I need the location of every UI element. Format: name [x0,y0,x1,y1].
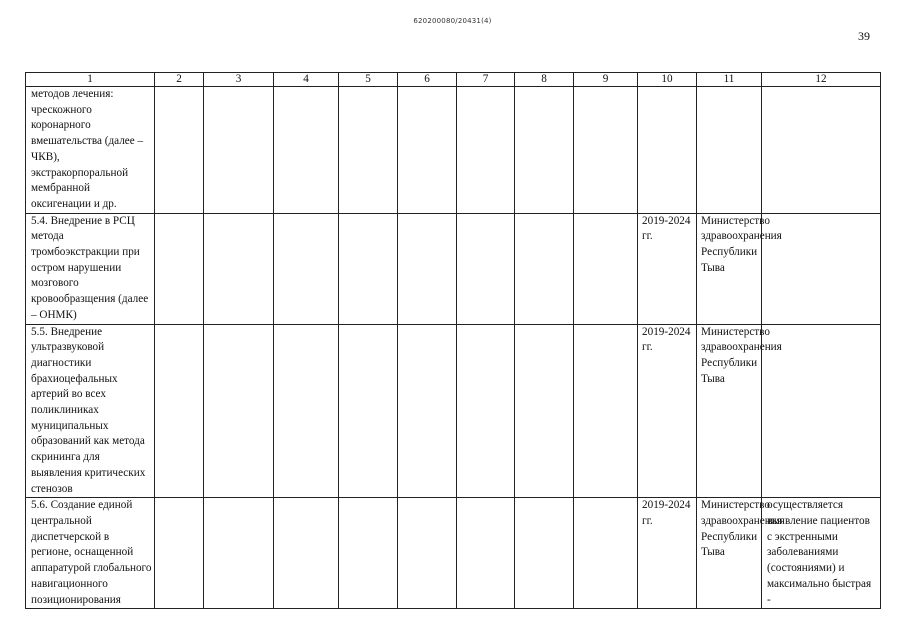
empty-cell [204,213,274,324]
empty-cell [155,87,204,214]
empty-cell [457,87,515,214]
column-header: 12 [762,73,881,87]
empty-cell [398,498,457,609]
measure-cell: 5.5. Внедрение ультразвуковой диагностики брахиоцефальных артерий во всех поликлиниках муниципальных образований как метода скрининга для выявления критических стенозов [26,324,155,498]
table-row [26,498,881,609]
empty-cell [274,498,339,609]
table-row [26,87,881,214]
period-cell: 2019-2024 гг. [638,213,697,324]
empty-cell [339,87,398,214]
column-header: 6 [398,73,457,87]
empty-cell [515,213,574,324]
column-header: 4 [274,73,339,87]
document-id: 620200080/20431(4) [413,17,492,25]
empty-cell [574,324,638,498]
measure-cell: 5.6. Создание единой центральной диспетчерской в регионе, оснащенной аппаратурой глобального навигационного позиционирования [26,498,155,609]
column-header: 10 [638,73,697,87]
empty-cell [457,498,515,609]
period-cell [638,87,697,214]
empty-cell [574,87,638,214]
empty-cell [574,213,638,324]
column-number-row [26,73,881,87]
measures-table [25,72,881,609]
empty-cell [515,498,574,609]
empty-cell [204,87,274,214]
empty-cell [155,498,204,609]
empty-cell [339,498,398,609]
result-cell: осуществляется выявление пациентов с экстренными заболеваниями (состояниями) и максимально быстрая - [762,498,881,609]
responsible-cell [697,87,762,214]
responsible-cell: Министерство здравоохранения Республики Тыва [697,213,762,324]
result-cell [762,87,881,214]
empty-cell [398,324,457,498]
empty-cell [515,324,574,498]
empty-cell [515,87,574,214]
empty-cell [339,324,398,498]
column-header: 7 [457,73,515,87]
column-header: 9 [574,73,638,87]
empty-cell [204,324,274,498]
period-cell: 2019-2024 гг. [638,498,697,609]
empty-cell [574,498,638,609]
empty-cell [398,213,457,324]
empty-cell [274,324,339,498]
column-header: 1 [26,73,155,87]
measure-cell: методов лечения: чрескожного коронарного вмешательства (далее – ЧКВ), экстракорпоральной мембранной оксигенации и др. [26,87,155,214]
column-header: 5 [339,73,398,87]
empty-cell [155,213,204,324]
empty-cell [339,213,398,324]
measure-cell: 5.4. Внедрение в РСЦ метода тромбоэкстракции при остром нарушении мозгового кровообразщения (далее – ОНМК) [26,213,155,324]
empty-cell [274,213,339,324]
table-row [26,324,881,498]
empty-cell [155,324,204,498]
empty-cell [274,87,339,214]
page-number: 39 [858,29,870,43]
empty-cell [457,213,515,324]
empty-cell [398,87,457,214]
column-header: 2 [155,73,204,87]
table-row [26,213,881,324]
period-cell: 2019-2024 гг. [638,324,697,498]
responsible-cell: Министерство здравоохранения Республики Тыва [697,498,762,609]
empty-cell [457,324,515,498]
empty-cell [204,498,274,609]
column-header: 8 [515,73,574,87]
column-header: 11 [697,73,762,87]
responsible-cell: Министерство здравоохранения Республики Тыва [697,324,762,498]
column-header: 3 [204,73,274,87]
